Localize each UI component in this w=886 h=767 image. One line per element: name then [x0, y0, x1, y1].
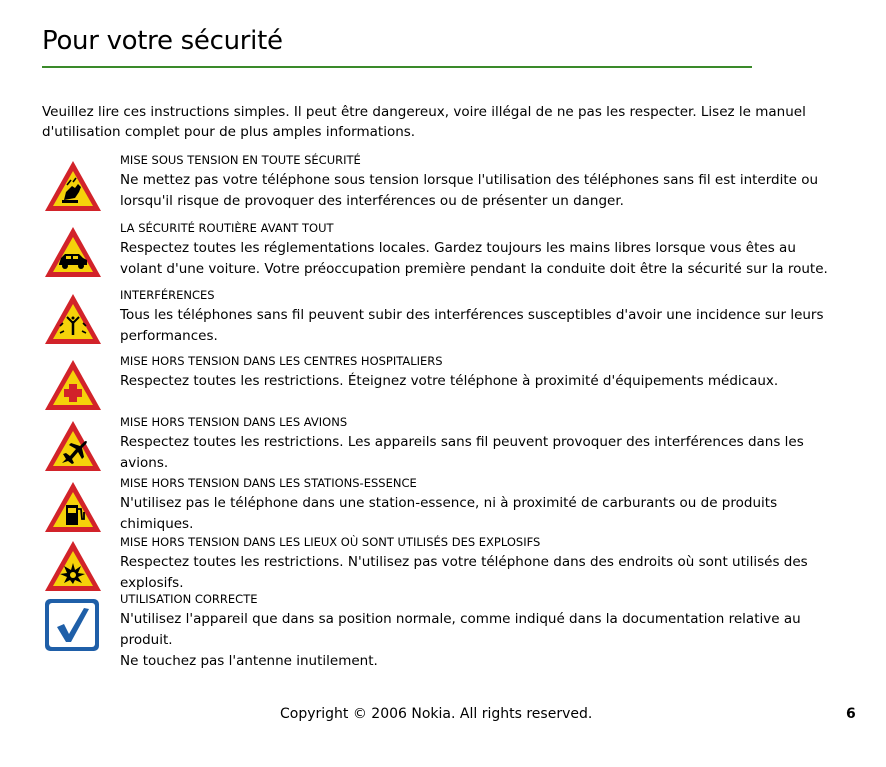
copyright-footer: Copyright © 2006 Nokia. All rights reserved.: [280, 706, 593, 722]
safety-heading: MISE HORS TENSION DANS LES LIEUX OÙ SONT UTILISÉS DES EXPLOSIFS: [120, 535, 541, 549]
safety-item-text: [120, 475, 842, 535]
safety-body: Ne mettez pas votre téléphone sous tension lorsque l'utilisation des téléphones sans fil est interdite ou lorsqu'il risque de provoquer des interférences ou de présenter un danger.: [120, 172, 819, 209]
safety-body: Respectez toutes les restrictions. Éteignez votre téléphone à proximité d'équipements médicaux.: [120, 373, 779, 389]
page-title: Pour votre sécurité: [42, 26, 283, 56]
safety-heading: MISE HORS TENSION DANS LES STATIONS-ESSENCE: [120, 476, 417, 490]
safety-item-text: [120, 591, 842, 672]
safety-item-text: [120, 152, 842, 212]
safety-body: Respectez toutes les réglementations locales. Gardez toujours les mains libres lorsque vous êtes au volant d'une voiture. Votre préoccupation première pendant la conduite doit être la sécurité sur la route.: [120, 240, 828, 277]
airplane-warning-icon: [42, 418, 104, 474]
safety-heading: MISE HORS TENSION DANS LES AVIONS: [120, 415, 348, 429]
intro-paragraph: Veuillez lire ces instructions simples. Il peut être dangereux, voire illégal de ne pas les respecter. Lisez le manuel d'utilisation complet pour de plus amples informations.: [42, 104, 806, 140]
antenna-interference-warning-icon: [42, 291, 104, 347]
safety-heading: MISE HORS TENSION DANS LES CENTRES HOSPITALIERS: [120, 354, 443, 368]
safety-heading: MISE SOUS TENSION EN TOUTE SÉCURITÉ: [120, 153, 361, 167]
safety-item-text: [120, 414, 842, 474]
checkmark-icon: [42, 597, 104, 653]
safety-item-text: [120, 353, 842, 392]
safety-heading: INTERFÉRENCES: [120, 288, 215, 302]
page-number: 6: [846, 706, 856, 722]
safety-body: N'utilisez l'appareil que dans sa position normale, comme indiqué dans la documentation relative au produit.: [120, 611, 801, 648]
hand-power-warning-icon: [42, 158, 104, 214]
safety-item-text: [120, 534, 842, 594]
title-underline: [42, 66, 752, 68]
explosion-warning-icon: [42, 538, 104, 594]
hospital-cross-warning-icon: [42, 357, 104, 413]
safety-item-text: [120, 287, 842, 347]
car-warning-icon: [42, 224, 104, 280]
fuel-pump-warning-icon: [42, 479, 104, 535]
safety-body: Tous les téléphones sans fil peuvent subir des interférences susceptibles d'avoir une incidence sur leurs performances.: [120, 307, 824, 344]
safety-body: N'utilisez pas le téléphone dans une station-essence, ni à proximité de carburants ou de produits chimiques.: [120, 495, 778, 532]
safety-heading: UTILISATION CORRECTE: [120, 592, 258, 606]
safety-body-second-line: Ne touchez pas l'antenne inutilement.: [120, 653, 378, 669]
safety-heading: LA SÉCURITÉ ROUTIÈRE AVANT TOUT: [120, 221, 334, 235]
safety-body: Respectez toutes les restrictions. Les appareils sans fil peuvent provoquer des interférences dans les avions.: [120, 434, 804, 471]
safety-body: Respectez toutes les restrictions. N'utilisez pas votre téléphone dans des endroits où sont utilisés des explosifs.: [120, 554, 808, 591]
safety-item-text: [120, 220, 842, 280]
